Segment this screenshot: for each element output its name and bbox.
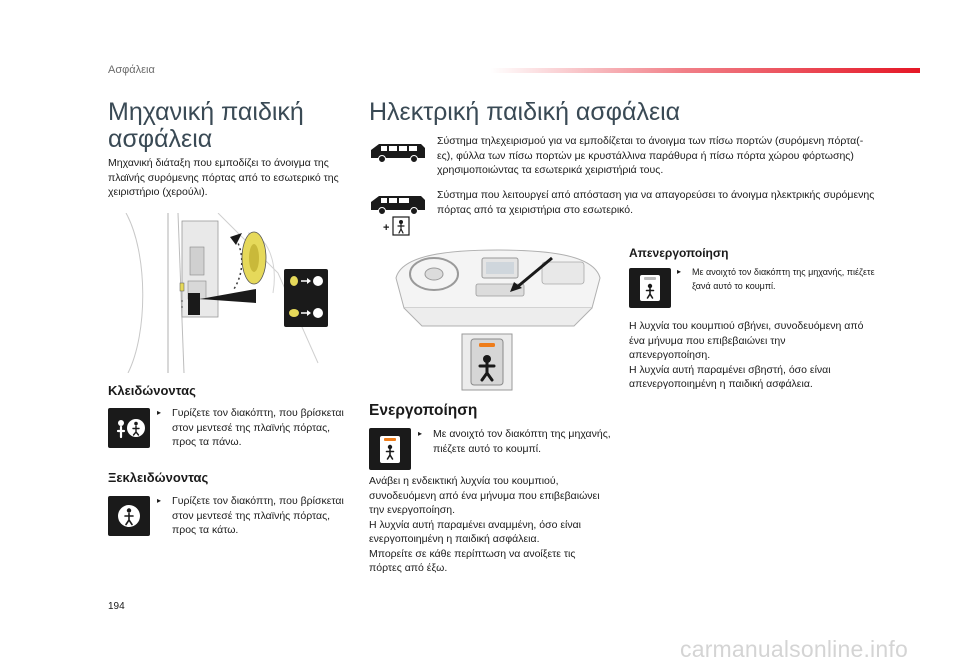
bullet-arrow-icon: ▸ <box>157 408 162 417</box>
child-lock-locked-icon <box>108 408 150 448</box>
van-electric-sliding-door-icon <box>369 192 427 238</box>
unlocking-title: Ξεκλειδώνοντας <box>108 470 209 485</box>
activation-title: Ενεργοποίηση <box>369 402 478 419</box>
deactivation-step <box>677 265 877 293</box>
activation-step-text: Με ανοιχτό τον διακόπτη της μηχανής, πιέζετε αυτό το κουμπί. <box>433 428 611 455</box>
bullet-arrow-icon: ▸ <box>677 267 682 276</box>
child-lock-button-off-icon <box>629 268 671 308</box>
activation-step <box>418 427 618 456</box>
dashboard-switch-location-illustration <box>392 248 604 328</box>
deactivation-step-text: Με ανοιχτό τον διακόπτη της μηχανής, πιέζετε ξανά αυτό το κουμπί. <box>692 267 875 291</box>
child-lock-unlocked-icon <box>108 496 150 536</box>
deactivation-title: Απενεργοποίηση <box>629 246 729 260</box>
bullet-arrow-icon: ▸ <box>157 496 162 505</box>
watermark: carmanualsonline.info <box>680 636 908 662</box>
mechanical-description: Μηχανική διάταξη που εμποδίζει το άνοιγμα της πλαϊνής συρόμενης πόρτας από το εσωτερικό της χειριστήριο (χερούλι). <box>108 157 339 198</box>
unlocking-step <box>157 494 357 538</box>
child-lock-button-icon <box>369 428 411 470</box>
electric-child-lock-title: Ηλεκτρική παιδική ασφάλεια <box>369 98 681 126</box>
child-lock-switch-illustration <box>461 333 513 391</box>
page-number: 194 <box>108 601 125 612</box>
electric-description-sliding-door: Σύστημα που λειτουργεί από απόσταση για να απαγορεύσει το άνοιγμα ηλεκτρικής συρόμενης πόρτας από τα χειριστήρια στο εσωτερικό. <box>437 189 875 216</box>
svg-text:+: + <box>383 222 390 234</box>
bullet-arrow-icon: ▸ <box>418 429 423 438</box>
mechanical-child-lock-title: Μηχανική παιδική ασφάλεια <box>108 98 304 153</box>
locking-step <box>157 406 357 450</box>
van-rear-doors-icon <box>369 140 427 164</box>
locking-step-text: Γυρίζετε τον διακόπτη, που βρίσκεται στον μεντεσέ της πλαϊνής πόρτας, προς τα πάνω. <box>172 407 344 448</box>
unlocking-step-text: Γυρίζετε τον διακόπτη, που βρίσκεται στον μεντεσέ της πλαϊνής πόρτας, προς τα κάτω. <box>172 495 344 536</box>
deactivation-description: Η λυχνία του κουμπιού σβήνει, συνοδευόμενη από ένα μήνυμα που επιβεβαιώνει την απενεργοποίηση. Η λυχνία αυτή παραμένει σβηστή, όσο είναι απενεργοποιημένη η παιδική ασφάλεια. <box>629 320 864 390</box>
header-rule <box>490 68 920 73</box>
electric-description-rear-doors: Σύστημα τηλεχειρισμού για να εμποδίζεται το άνοιγμα των πίσω πορτών (συρόμενη πόρτα(-ες), φύλλα των πίσω πορτών με κρυστάλλινα παράθυρα ή πίσω πόρτα χώρου φόρτωσης) χρησιμοποιώντας τα εσωτερικά χειριστήριά τους. <box>437 135 864 176</box>
section-label: Ασφάλεια <box>108 64 155 76</box>
sliding-door-child-lock-illustration <box>108 213 336 373</box>
locking-title: Κλειδώνοντας <box>108 383 196 398</box>
activation-description: Ανάβει η ενδεικτική λυχνία του κουμπιού, συνοδευόμενη από ένα μήνυμα που επιβεβαιώνει την ενεργοποίηση. Η λυχνία αυτή παραμένει αναμμένη, όσο είναι ενεργοποιημένη η παιδική ασφάλεια. Μπορείτε σε κάθε περίπτωση να ανοίξετε τις πόρτες από έξω. <box>369 475 600 574</box>
